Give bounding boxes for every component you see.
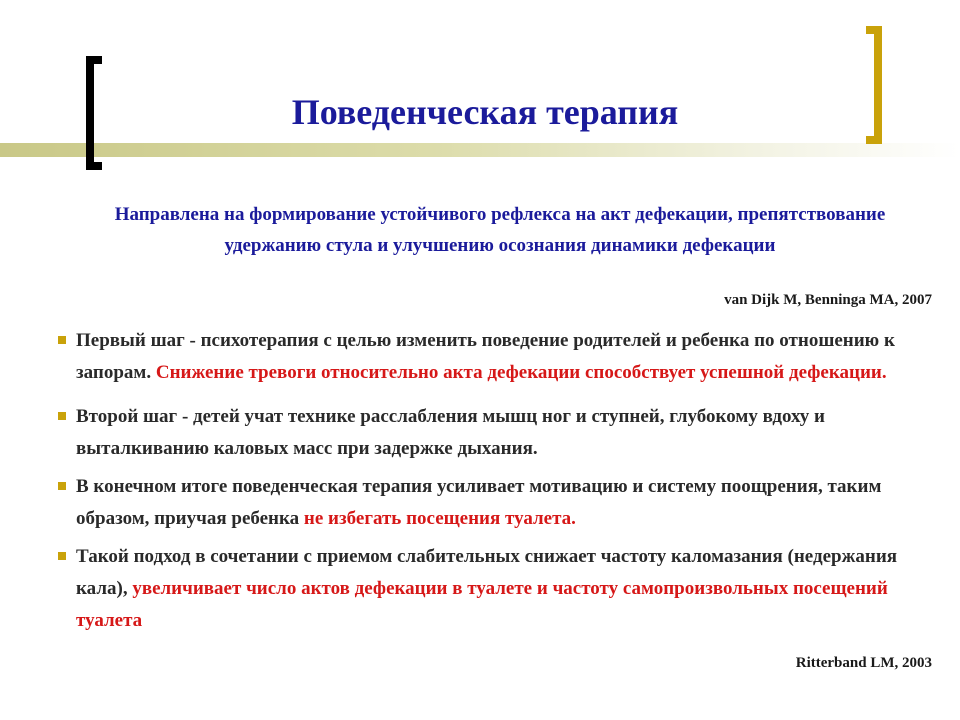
- intro-text: Направлена на формирование устойчивого рефлекса на акт дефекации, препятствование удержанию стула и улучшению осознания динамики дефекации: [114, 204, 886, 256]
- bullet-list: [58, 325, 933, 641]
- bullet-item: [58, 541, 933, 637]
- bullet-highlight: не избегать посещения туалета.: [303, 508, 576, 529]
- bullet-item: [58, 471, 933, 535]
- right-bracket-decoration: [866, 26, 882, 144]
- square-bullet-icon: [58, 482, 66, 490]
- square-bullet-icon: [58, 412, 66, 420]
- left-bracket-decoration: [86, 56, 102, 170]
- bullet-item: [58, 325, 933, 389]
- header-band: [0, 143, 960, 157]
- slide-title: Поведенческая терапия: [291, 92, 679, 132]
- bullet-text: Такой подход в сочетании с приемом слабительных снижает частоту каломазания (недержания кала),: [76, 546, 898, 599]
- bullet-highlight: Снижение тревоги относительно акта дефекации способствует успешной дефекации.: [155, 362, 887, 383]
- square-bullet-icon: [58, 336, 66, 344]
- bullet-text: Второй шаг - детей учат технике расслабления мышц ног и ступней, глубокому вдоху и выталкиванию каловых масс при задержке дыхания.: [76, 406, 825, 459]
- bullet-item: [58, 401, 933, 465]
- reference-citation-1: van Dijk M, Benninga MA, 2007: [724, 292, 932, 308]
- bullet-text: В конечном итоге поведенческая терапия усиливает мотивацию и систему поощрения, таким образом, приучая ребенка: [76, 476, 882, 529]
- reference-citation-2: Ritterband LM, 2003: [795, 655, 932, 671]
- square-bullet-icon: [58, 552, 66, 560]
- bullet-text: Первый шаг - психотерапия с целью изменить поведение родителей и ребенка по отношению к запорам.: [76, 330, 895, 383]
- bullet-highlight: увеличивает число актов дефекации в туалете и частоту самопроизвольных посещений туалета: [76, 578, 888, 631]
